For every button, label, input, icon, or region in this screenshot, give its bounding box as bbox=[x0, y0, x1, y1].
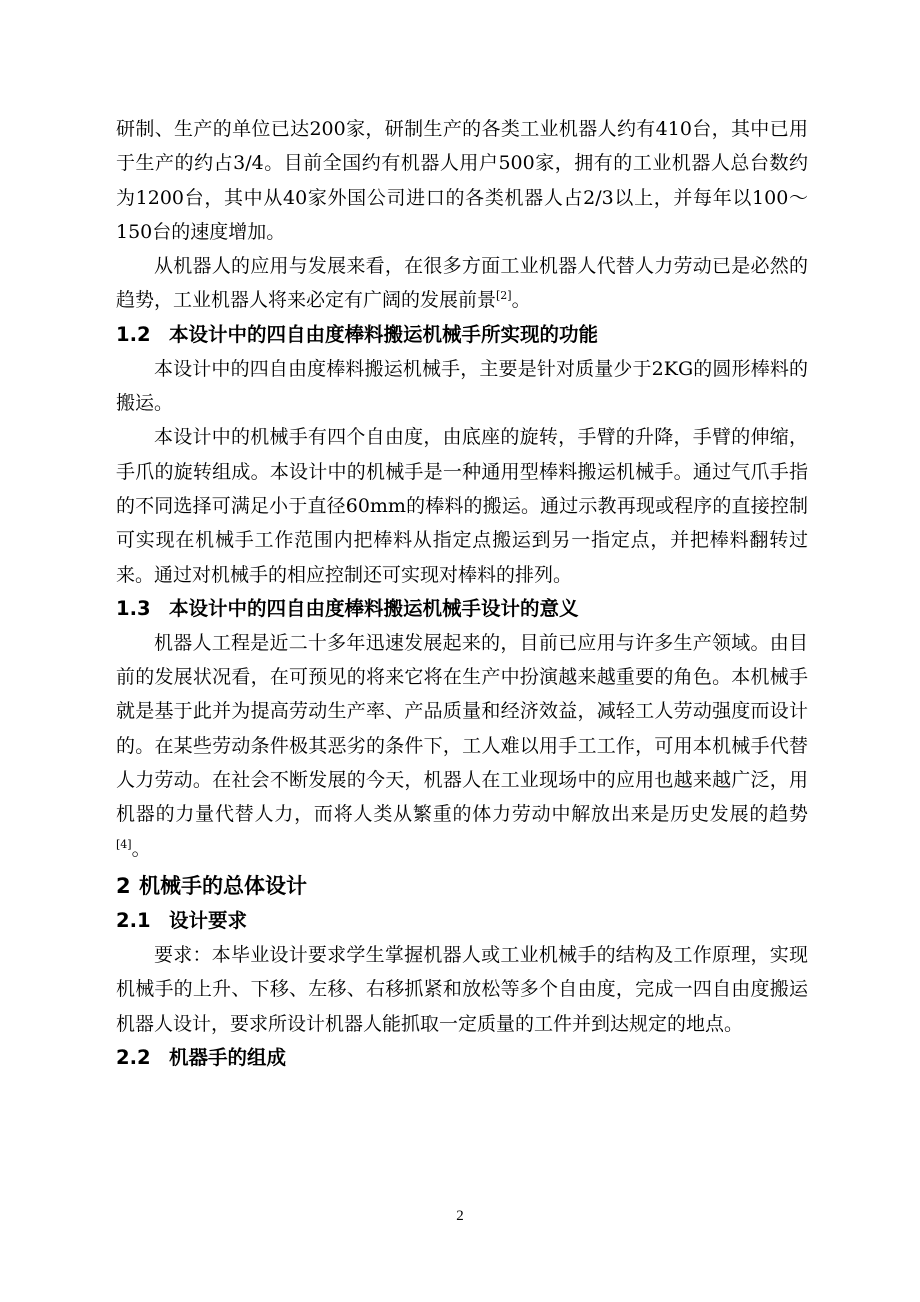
section-heading-2-2 bbox=[116, 1041, 808, 1075]
page-body bbox=[116, 112, 808, 1075]
section-heading-1-2 bbox=[116, 318, 808, 352]
paragraph-robot-prospects bbox=[116, 249, 808, 318]
section-title: 本设计中的四自由度棒料搬运机械手设计的意义 bbox=[169, 596, 579, 620]
section-number: 2.1 bbox=[116, 908, 151, 932]
section-title: 设计要求 bbox=[169, 908, 248, 932]
paragraph-design-significance bbox=[116, 626, 808, 866]
paragraph-function-detail: 本设计中的机械手有四个自由度，由底座的旋转，手臂的升降，手臂的伸缩，手爪的旋转组成。本设计中的机械手是一种通用型棒料搬运机械手。通过气爪手指的不同选择可满足小于直径60mm的棒料的搬运。通过示教再现或程序的直接控制可实现在机械手工作范围内把棒料从指定点搬运到另一指定点，并把棒料翻转过来。通过对机械手的相应控制还可实现对棒料的排列。 bbox=[116, 426, 808, 586]
paragraph-text: 机器人工程是近二十多年迅速发展起来的，目前已应用与许多生产领域。由目前的发展状况看，在可预见的将来它将在生产中扮演越来越重要的角色。本机械手就是基于此并为提高劳动生产率、产品质量和经济效益，减轻工人劳动强度而设计的。在某些劳动条件极其恶劣的条件下，工人难以用手工工作，可用本机械手代替人力劳动。在社会不断发展的今天，机器人在工业现场中的应用也越来越广泛，用机器的力量代替人力，而将人类从繁重的体力劳动中解放出来是历史发展的趋势 bbox=[116, 631, 808, 826]
paragraph-end: 。 bbox=[511, 289, 531, 312]
section-heading-1-3 bbox=[116, 592, 808, 626]
paragraph-robot-statistics: 研制、生产的单位已达200家，研制生产的各类工业机器人约有410台，其中已用于生产的约占3/4。目前全国约有机器人用户500家，拥有的工业机器人总台数约为1200台，其中从40家外国公司进口的各类机器人占2/3以上，并每年以100～150台的速度增加。 bbox=[116, 118, 808, 243]
chapter-heading-2 bbox=[116, 866, 808, 904]
citation-ref: [4] bbox=[116, 837, 132, 851]
paragraph-end: 。 bbox=[131, 837, 151, 860]
section-heading-2-1 bbox=[116, 904, 808, 938]
section-number: 2.2 bbox=[116, 1045, 151, 1069]
paragraph-text: 从机器人的应用与发展来看，在很多方面工业机器人代替人力劳动已是必然的趋势，工业机器人将来必定有广阔的发展前景 bbox=[116, 255, 808, 312]
chapter-number: 2 bbox=[116, 873, 131, 898]
section-number: 1.2 bbox=[116, 322, 151, 346]
section-title: 本设计中的四自由度棒料搬运机械手所实现的功能 bbox=[169, 322, 599, 346]
section-number: 1.3 bbox=[116, 596, 151, 620]
paragraph-function-intro: 本设计中的四自由度棒料搬运机械手，主要是针对质量少于2KG的圆形棒料的搬运。 bbox=[116, 357, 808, 415]
page-number: 2 bbox=[456, 1208, 464, 1224]
paragraph-design-requirements: 要求：本毕业设计要求学生掌握机器人或工业机械手的结构及工作原理，实现机械手的上升、下移、左移、右移抓紧和放松等多个自由度，完成一四自由度搬运机器人设计，要求所设计机器人能抓取一定质量的工件并到达规定的地点。 bbox=[116, 943, 808, 1035]
citation-ref: [2] bbox=[496, 289, 512, 303]
chapter-title: 机械手的总体设计 bbox=[139, 873, 307, 898]
section-title: 机器手的组成 bbox=[169, 1045, 287, 1069]
